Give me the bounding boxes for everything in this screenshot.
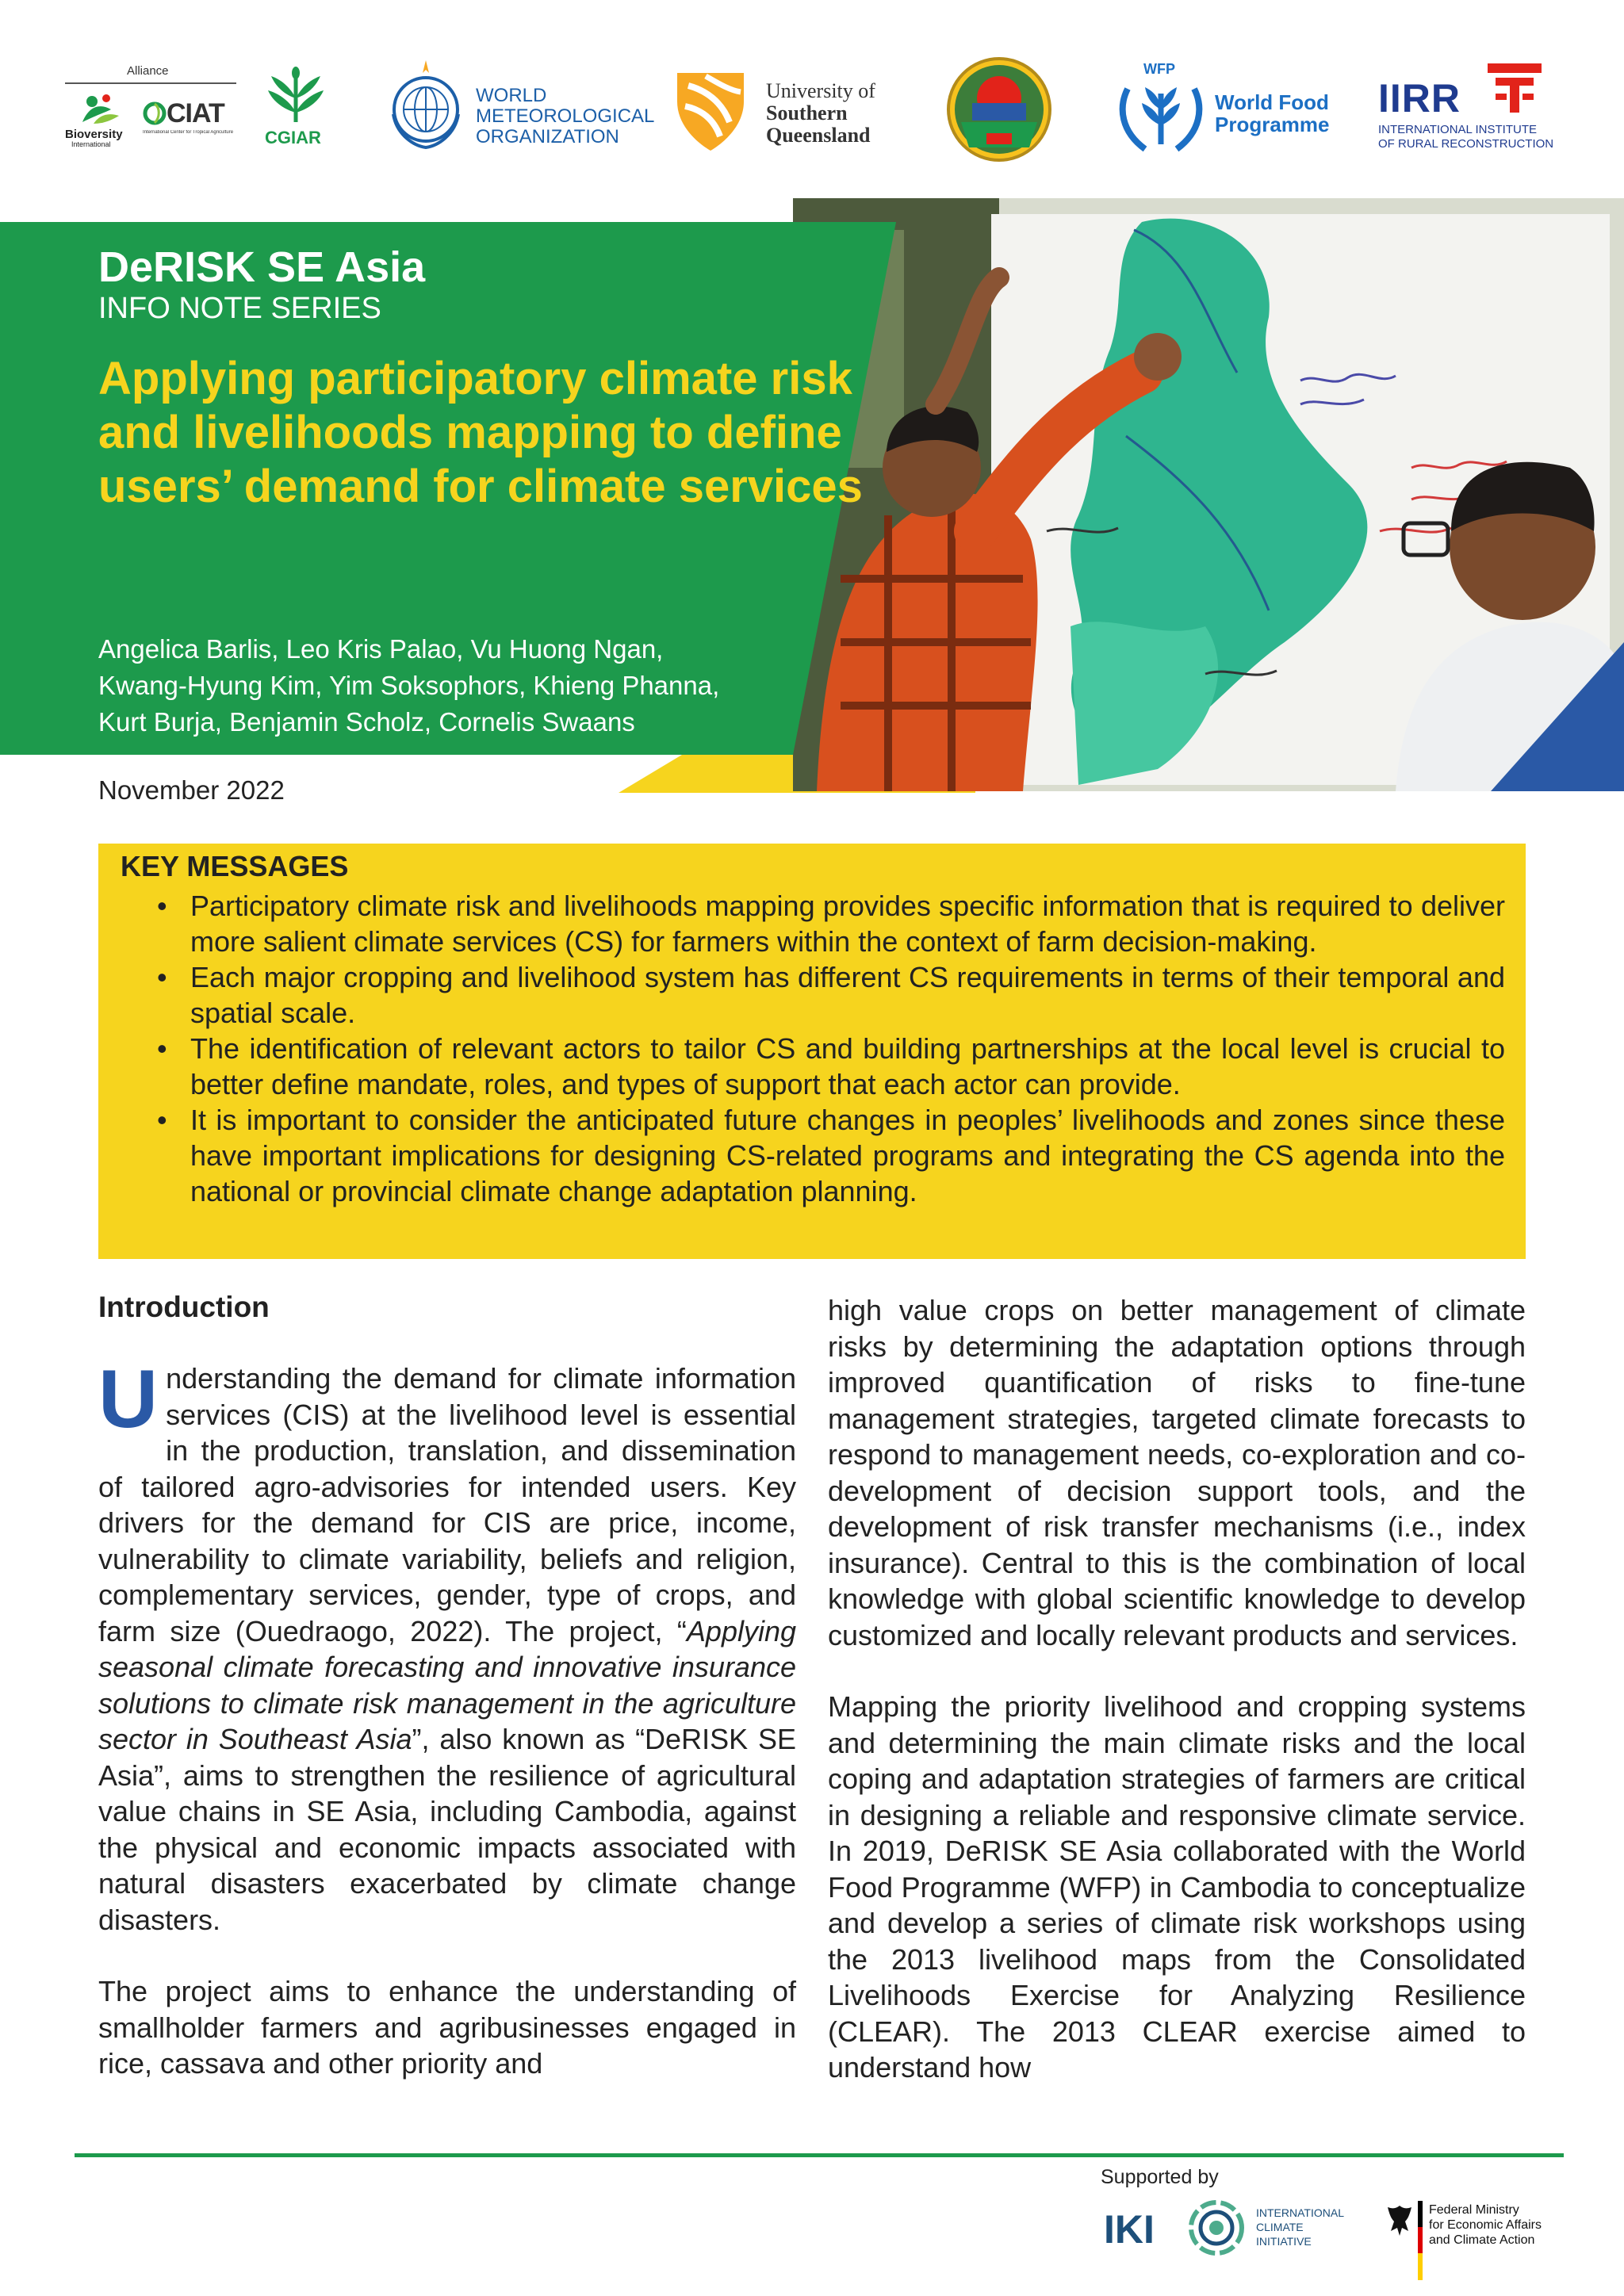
- iki-name: IKI: [1104, 2207, 1155, 2252]
- bioversity-sub: International: [71, 140, 111, 148]
- cgiar-wheat-icon: [262, 67, 330, 124]
- bmwk-line3: and Climate Action: [1429, 2233, 1535, 2247]
- intro-p1-text-a: nderstanding the demand for climate information services (CIS) at the livelihood level is essential in the production, translation, and dissemination of tailored agro-advisories for intended users. Key drivers for the demand for CIS are price, income, vulnerability to climate variability, beliefs and religion, complementary services, gender, type of crops, and farm size (Ouedraogo, 2022). The project, “: [98, 1362, 796, 1647]
- publication-date: November 2022: [98, 775, 285, 805]
- intro-paragraph-4: Mapping the priority livelihood and cropping systems and determining the main climate risks and the local coping and adaptation strategies of farmers are critical in designing a reliable and responsive climate service. In 2019, DeRISK SE Asia collaborated with the World Food Programme (WFP) in Cambodia to conceptualize and develop a series of climate risk workshops using the 2013 livelihood maps from the Consolidated Livelihoods Exercise for Analyzing Resilience (CLEAR). The 2013 CLEAR exercise aimed to understand how: [828, 1690, 1526, 2084]
- usq-logo: [674, 70, 888, 152]
- footer-divider: [75, 2153, 1564, 2157]
- ciat-sub: International Center for Tropical Agriculture: [143, 130, 234, 135]
- intro-p1-text-b: ”, also known as “DeRISK SE Asia”, aims to strengthen the resilience of agricultural value chains in SE Asia, including Cambodia, against the physical and economic impacts associated with natural disasters exacerbated by climate change disasters.: [98, 1723, 796, 1936]
- key-message-item: • It is important to consider the anticipated future changes in peoples’ livelihoods and zones since these have important implications for designing CS-related programs and integrating the CS agenda into the national or provincial climate change adaptation planning.: [157, 1102, 1505, 1209]
- iki-circle-icon: [1186, 2198, 1247, 2258]
- ciat-leaf-icon: [143, 101, 167, 125]
- usq-line3: Queensland: [766, 124, 871, 147]
- mapping-workshop-photo: [793, 198, 1624, 791]
- bmwk-logo: [1386, 2201, 1568, 2280]
- introduction-heading: Introduction: [98, 1291, 270, 1323]
- wmo-emblem-icon: [382, 59, 469, 152]
- wmo-line2: METEOROLOGICAL: [476, 105, 655, 127]
- key-message-item: • The identification of relevant actors to tailor CS and building partnerships at the local level is crucial to better define mandate, roles, and types of support that each actor can provide.: [157, 1031, 1505, 1102]
- usq-line2: Southern: [766, 101, 848, 124]
- wfp-tag: WFP: [1143, 61, 1175, 77]
- wfp-line2: Programme: [1215, 113, 1330, 136]
- ministry-seal-logo: [944, 55, 1055, 163]
- drop-cap: U: [98, 1353, 159, 1445]
- iirr-line2: OF RURAL RECONSTRUCTION: [1378, 137, 1554, 151]
- wmo-line3: ORGANIZATION: [476, 126, 619, 147]
- supported-by-label: Supported by: [1101, 2166, 1219, 2188]
- alliance-label: Alliance: [127, 64, 169, 78]
- cgiar-logo: [262, 67, 330, 149]
- cgiar-name: CGIAR: [265, 128, 321, 147]
- body-column-right: [828, 1292, 1526, 2122]
- wfp-line1: World Food: [1215, 90, 1329, 114]
- iki-line3: INITIATIVE: [1256, 2235, 1312, 2248]
- intro-paragraph-3: high value crops on better management of climate risks by determining the adaptation options through improved quantification of risks to fine-tune management strategies, targeted climate forecasts to respond to management needs, co-exploration and co-development of decision support tools, and the development of risk transfer mechanisms (i.e., index insurance). Central to this is the combination of local knowledge with global scientific knowledge to develop customized and locally relevant products and services.: [828, 1294, 1526, 1651]
- flag-stripes: [1418, 2201, 1423, 2280]
- iki-line2: CLIMATE: [1256, 2221, 1304, 2233]
- authors-line-1: Angelica Barlis, Leo Kris Palao, Vu Huong Ngan,: [98, 634, 664, 664]
- partner-logos: [0, 0, 1624, 190]
- iki-line1: INTERNATIONAL: [1256, 2206, 1344, 2219]
- key-messages-title: KEY MESSAGES: [121, 850, 349, 882]
- intro-paragraph-1: [98, 1353, 796, 1938]
- iki-logo: [1104, 2196, 1342, 2260]
- bioversity-name: Bioversity: [65, 128, 123, 141]
- alliance-divider: [65, 82, 236, 84]
- iirr-mark-icon: [1483, 62, 1546, 114]
- wfp-logo: [1113, 57, 1343, 155]
- wfp-wreath-icon: [1113, 73, 1208, 155]
- ciat-name: CIAT: [167, 98, 224, 128]
- iirr-line1: INTERNATIONAL INSTITUTE: [1378, 123, 1538, 136]
- authors-line-2: Kwang-Hyung Kim, Yim Soksophors, Khieng Phanna,: [98, 671, 720, 700]
- ciat-logo: [143, 98, 242, 146]
- project-title-italic: Applying seasonal climate forecasting and innovative insurance solutions to climate risk management in the agriculture sector in Southeast Asia: [98, 1614, 796, 1755]
- key-messages-list: [157, 888, 1505, 1209]
- ministry-seal-icon: [944, 55, 1055, 163]
- key-message-item: • Each major cropping and livelihood system has different CS requirements in terms of their temporal and spatial scale.: [157, 959, 1505, 1031]
- intro-paragraph-2: The project aims to enhance the understanding of smallholder farmers and agribusinesses engaged in rice, cassava and other priority and: [98, 1975, 796, 2080]
- iirr-name: IIRR: [1378, 76, 1461, 121]
- page-title: Applying participatory climate risk and livelihoods mapping to define users’ demand for climate services: [98, 353, 863, 512]
- body-column-left: [98, 1353, 796, 2118]
- usq-shield-icon: [674, 70, 747, 152]
- key-messages-box: [98, 844, 1526, 1259]
- wmo-line1: WORLD: [476, 85, 547, 106]
- authors-line-3: Kurt Burja, Benjamin Scholz, Cornelis Swaans: [98, 707, 635, 737]
- key-message-item: • Participatory climate risk and livelihoods mapping provides specific information that is required to deliver more salient climate services (CS) for farmers within the context of farm decision-making.: [157, 888, 1505, 959]
- federal-eagle-icon: [1386, 2204, 1413, 2239]
- bioversity-logo: [65, 90, 138, 147]
- bioversity-icon: [76, 90, 124, 128]
- bmwk-line2: for Economic Affairs: [1429, 2218, 1542, 2232]
- author-list: [98, 631, 860, 740]
- series-title: DeRISK SE Asia: [98, 243, 426, 291]
- iirr-logo: [1378, 59, 1561, 154]
- bmwk-line1: Federal Ministry: [1429, 2203, 1519, 2217]
- wmo-logo: [382, 59, 655, 154]
- series-subtitle: INFO NOTE SERIES: [98, 292, 381, 325]
- hero-photo: [793, 198, 1624, 791]
- usq-line1: University of: [766, 79, 875, 102]
